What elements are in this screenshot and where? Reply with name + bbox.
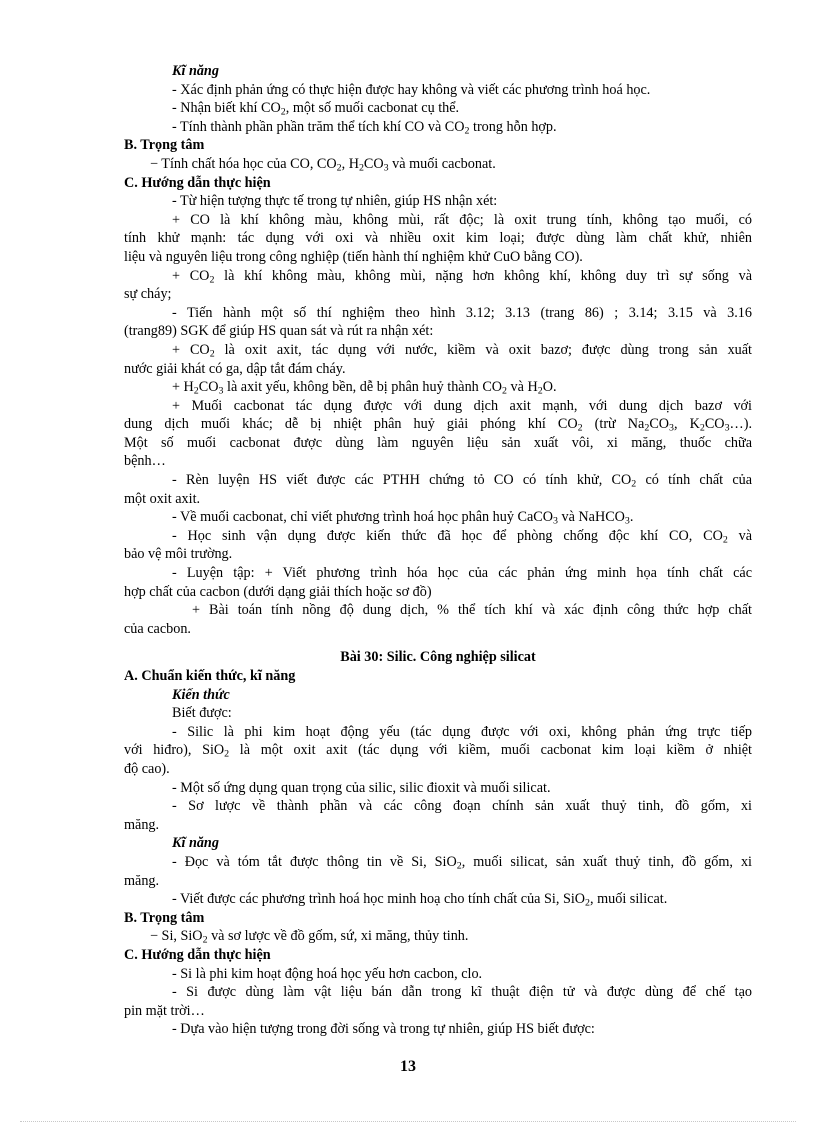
- guide-item: của cacbon.: [124, 620, 191, 637]
- guide-item: - Si là phi kim hoạt động hoá học yếu hơn cacbon, clo.: [172, 965, 483, 982]
- skill-heading: Kĩ năng: [172, 835, 219, 852]
- guide-item: bảo vệ môi trường.: [124, 546, 233, 563]
- guide-item: + CO là khí không màu, không mùi, rất độc; là oxit trung tính, không tạo muối, có: [172, 211, 752, 228]
- skill-item: - Nhận biết khí $CO_2$, một số muối cacbonat cụ thể.: [172, 100, 460, 118]
- knowledge-item: với hiđro), SiO$_2$ là một oxit axit (tác dụng với kiềm, muối cacbonat kim loại kiềm ở nhiệt: [124, 742, 752, 760]
- knowledge-intro: Biết được:: [172, 705, 232, 722]
- guide-item: - Si được dùng làm vật liệu bán dẫn trong kĩ thuật điện tử và được dùng để chế tạo: [172, 984, 752, 1001]
- knowledge-item: - Sơ lược về thành phần và các công đoạn chính sản xuất thuỷ tinh, đồ gốm, xi: [172, 798, 752, 815]
- focus-item: − Si, SiO$_2$ và sơ lược về đồ gốm, sứ, xi măng, thủy tinh.: [150, 928, 469, 946]
- skill-item: - Tính thành phần phần trăm thể tích khí CO và $CO_2$ trong hỗn hợp.: [172, 118, 557, 137]
- guide-heading: C. Hướng dẫn thực hiện: [124, 946, 271, 963]
- skill-item: - Viết được các phương trình hoá học minh hoạ cho tính chất của Si, SiO$_2$, muối silicat.: [172, 891, 668, 909]
- guide-heading: C. Hướng dẫn thực hiện: [124, 174, 271, 191]
- guide-item: + Bài toán tính nồng độ dung dịch, % thể tích khí và xác định công thức hợp chất: [192, 602, 752, 619]
- skill-item: măng.: [124, 872, 160, 889]
- skill-item: - Đọc và tóm tắt được thông tin về Si, SiO$_2$, muối silicat, sản xuất thuỷ tinh, đồ gốm, xi: [172, 853, 752, 872]
- guide-item: - Dựa vào hiện tượng trong đời sống và trong tự nhiên, giúp HS biết được:: [172, 1021, 595, 1038]
- skill-item: - Xác định phản ứng có thực hiện được hay không và viết các phương trình hoá học.: [172, 81, 651, 98]
- guide-item: sự cháy;: [124, 286, 172, 303]
- guide-item: - Học sinh vận dụng được kiến thức đã học để phòng chống độc khí CO, $CO_2$ và: [172, 527, 752, 546]
- skill-heading: Kĩ năng: [172, 63, 219, 79]
- knowledge-item: - Một số ứng dụng quan trọng của silic, silic đioxit và muối silicat.: [172, 779, 551, 796]
- guide-item: + $H_2CO_3$ là axit yếu, không bền, dễ bị phân huỷ thành $CO_2$ và $H_2O$.: [172, 379, 557, 397]
- knowledge-item: độ cao).: [124, 760, 170, 777]
- focus-heading: B. Trọng tâm: [124, 137, 205, 154]
- guide-item: pin mặt trời…: [124, 1002, 205, 1019]
- guide-item: + Muối cacbonat tác dụng được với dung dịch axit mạnh, với dung dịch bazơ với: [172, 397, 752, 414]
- guide-item: bệnh…: [124, 453, 166, 470]
- guide-item: - Luyện tập: + Viết phương trình hóa học của các phản ứng minh họa tính chất các: [172, 565, 752, 582]
- page-number: 13: [400, 1058, 416, 1075]
- footer-divider: [20, 1121, 796, 1122]
- guide-item: một oxit axit.: [124, 490, 201, 507]
- focus-item: − Tính chất hóa học của CO, $CO_2$, $H_2CO_3$ và muối cacbonat.: [150, 155, 496, 174]
- focus-heading: B. Trọng tâm: [124, 909, 205, 926]
- guide-item: (trang89) SGK để giúp HS quan sát và rút ra nhận xét:: [124, 323, 434, 340]
- knowledge-heading: Kiến thức: [172, 686, 230, 703]
- guide-item: - Về muối cacbonat, chỉ viết phương trình hoá học phân huỷ CaCO$_3$ và NaHCO$_3$.: [172, 509, 634, 527]
- lesson-title: Bài 30: Silic. Công nghiệp silicat: [340, 649, 536, 666]
- guide-item: - Từ hiện tượng thực tế trong tự nhiên, giúp HS nhận xét:: [172, 193, 498, 210]
- guide-item: - Rèn luyện HS viết được các PTHH chứng tỏ CO có tính khử, $CO_2$ có tính chất của: [172, 472, 753, 490]
- guide-item: tính khử mạnh: tác dụng với oxi và nhiều oxit kim loại; được dùng làm chất khử, nhiên: [124, 230, 752, 247]
- knowledge-item: măng.: [124, 816, 160, 833]
- guide-item: liệu và nguyên liệu trong công nghiệp (tiến hành thí nghiệm khử CuO bằng CO).: [124, 248, 583, 265]
- guide-item: dung dịch muối khác; dễ bị nhiệt phân huỷ giải phóng khí $CO_2$ (trừ $Na_2CO_3$, $K_2CO_3\dots$).: [124, 416, 752, 434]
- guide-item: + $CO_2$ là khí không màu, không mùi, nặng hơn không khí, không duy trì sự sống và: [172, 267, 752, 286]
- standards-heading: A. Chuẩn kiến thức, kĩ năng: [124, 668, 296, 684]
- guide-item: nước giải khát có ga, dập tắt đám cháy.: [124, 360, 346, 377]
- guide-item: - Tiến hành một số thí nghiệm theo hình 3.12; 3.13 (trang 86) ; 3.14; 3.15 và 3.16: [172, 304, 752, 321]
- guide-item: Một số muối cacbonat được dùng làm nguyên liệu sản xuất vôi, xi măng, thuốc chữa: [124, 434, 752, 451]
- knowledge-item: - Silic là phi kim hoạt động yếu (tác dụng được với oxi, không phản ứng trực tiếp: [172, 723, 752, 740]
- guide-item: + $CO_2$ là oxit axit, tác dụng với nước, kiềm và oxit bazơ; được dùng trong sản xuất: [172, 341, 752, 360]
- guide-item: hợp chất của cacbon (dưới dạng giải thích hoặc sơ đồ): [124, 583, 432, 600]
- document-page: [124, 62, 752, 1039]
